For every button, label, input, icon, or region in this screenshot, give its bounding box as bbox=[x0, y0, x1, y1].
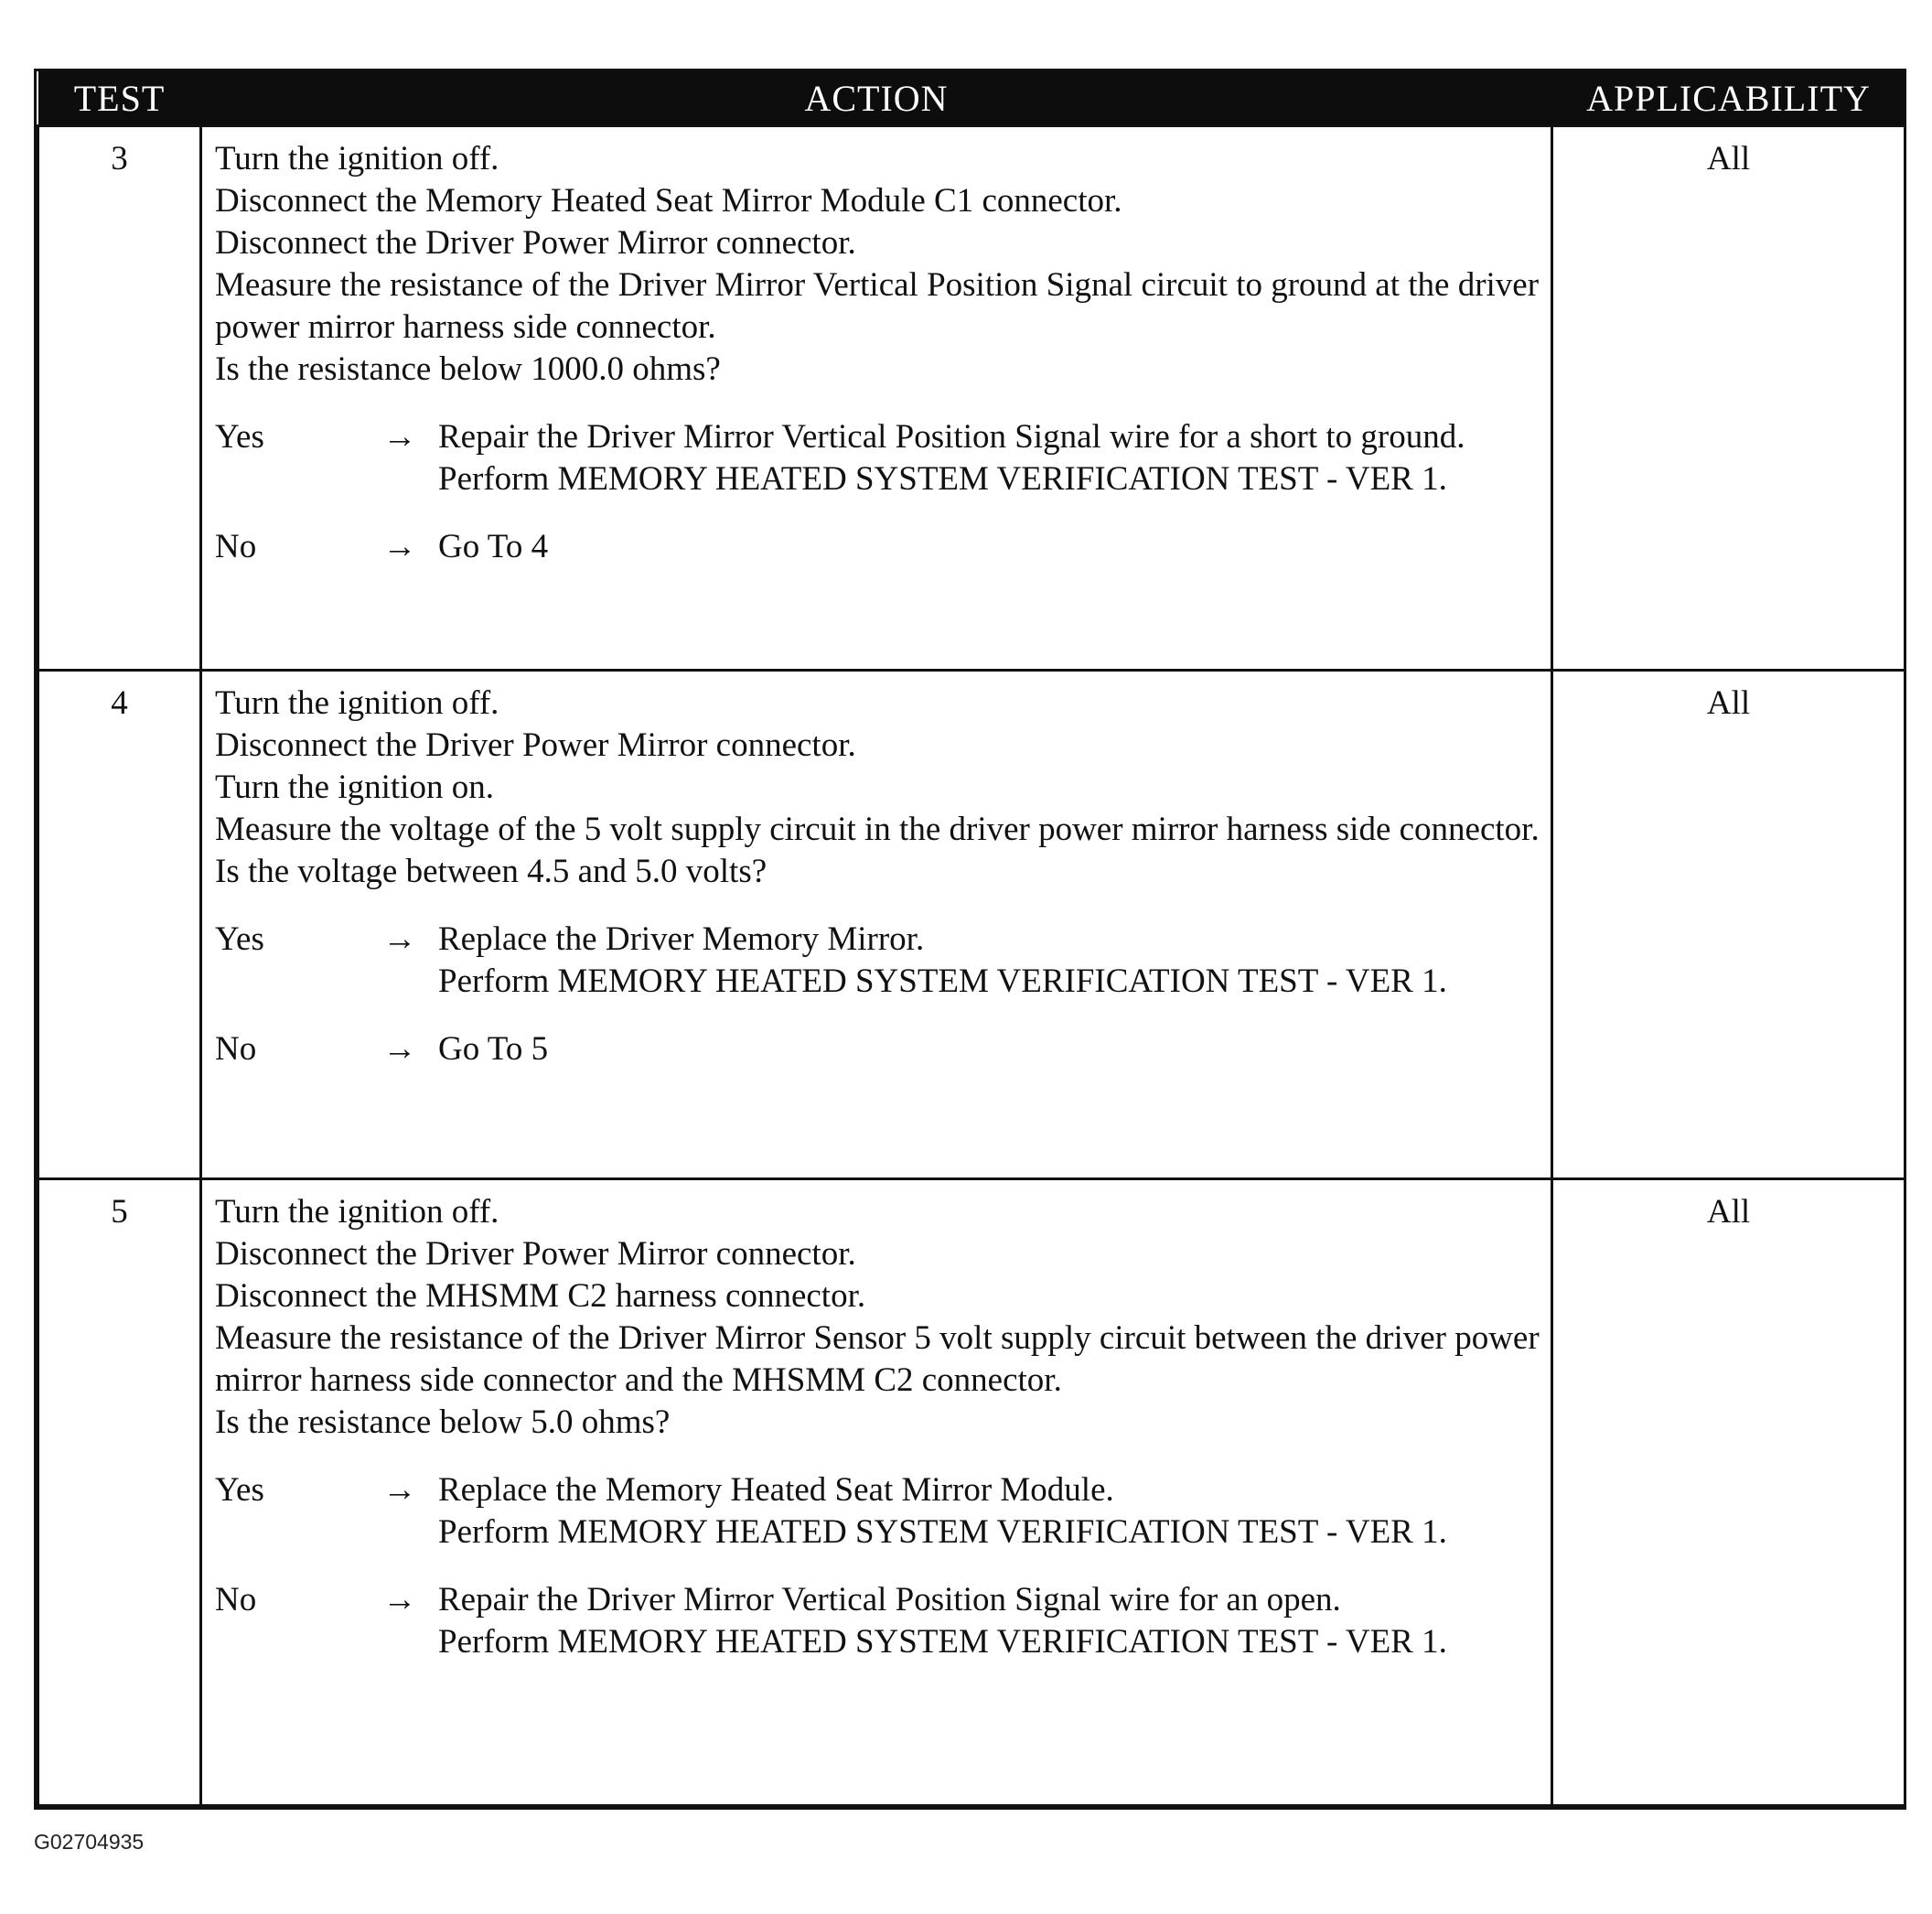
no-branch bbox=[215, 1028, 1541, 1070]
question-text: Is the resistance below 5.0 ohms? bbox=[215, 1403, 671, 1441]
test-number: 3 bbox=[38, 126, 201, 671]
figure-id: G02704935 bbox=[34, 1830, 145, 1854]
result-text: Perform MEMORY HEATED SYSTEM VERIFICATION TEST - VER 1. bbox=[438, 460, 1447, 498]
answer-branches bbox=[215, 416, 1541, 568]
question-text: Is the resistance below 1000.0 ohms? bbox=[215, 350, 721, 388]
question-text: Is the voltage between 4.5 and 5.0 volts? bbox=[215, 853, 767, 890]
answer-branches bbox=[215, 1469, 1541, 1663]
step-text: Measure the resistance of the Driver Mirror Sensor 5 volt supply circuit between the driver power mirror harness side connector and the MHSMM C2 connector. bbox=[215, 1319, 1540, 1399]
step-text: Disconnect the MHSMM C2 harness connector. bbox=[215, 1277, 866, 1315]
result-text: Go To 4 bbox=[438, 528, 549, 565]
header-test: TEST bbox=[38, 71, 201, 126]
no-label: No bbox=[215, 1030, 257, 1068]
yes-label: Yes bbox=[215, 920, 264, 958]
table-header bbox=[38, 71, 1905, 126]
step-text: Disconnect the Driver Power Mirror connector. bbox=[215, 1235, 856, 1273]
step-text: Disconnect the Driver Power Mirror connector. bbox=[215, 224, 856, 262]
step-text: Disconnect the Memory Heated Seat Mirror Module C1 connector. bbox=[215, 182, 1122, 220]
right-arrow-icon: → bbox=[382, 418, 417, 456]
action-cell bbox=[201, 1179, 1552, 1806]
step-text: Turn the ignition off. bbox=[215, 684, 499, 722]
no-label: No bbox=[215, 1581, 257, 1618]
result-text: Repair the Driver Mirror Vertical Position Signal wire for a short to ground. bbox=[438, 418, 1465, 456]
step-text: Measure the resistance of the Driver Mirror Vertical Position Signal circuit to ground at the driver power mirror harness side connector. bbox=[215, 266, 1540, 346]
right-arrow-icon: → bbox=[382, 920, 417, 958]
test-table bbox=[37, 71, 1906, 1807]
step-text: Measure the voltage of the 5 volt supply circuit in the driver power mirror harness side connector. bbox=[215, 811, 1540, 848]
yes-branch bbox=[215, 919, 1541, 1003]
no-branch bbox=[215, 1579, 1541, 1663]
right-arrow-icon: → bbox=[382, 1471, 417, 1509]
table-row bbox=[38, 671, 1905, 1179]
step-text: Turn the ignition off. bbox=[215, 140, 499, 177]
header-action: ACTION bbox=[201, 71, 1552, 126]
table-row bbox=[38, 1179, 1905, 1806]
no-result bbox=[438, 1028, 1541, 1070]
yes-label: Yes bbox=[215, 418, 264, 456]
answer-branches bbox=[215, 919, 1541, 1070]
action-cell bbox=[201, 126, 1552, 671]
action-cell bbox=[201, 671, 1552, 1179]
yes-branch bbox=[215, 1469, 1541, 1554]
yes-branch bbox=[215, 416, 1541, 500]
no-branch bbox=[215, 526, 1541, 568]
table-body bbox=[38, 126, 1905, 1806]
result-text: Go To 5 bbox=[438, 1030, 549, 1068]
result-text: Replace the Memory Heated Seat Mirror Module. bbox=[438, 1471, 1114, 1509]
no-result bbox=[438, 1579, 1541, 1663]
result-text: Repair the Driver Mirror Vertical Position Signal wire for an open. bbox=[438, 1581, 1341, 1618]
header-applicability: APPLICABILITY bbox=[1552, 71, 1905, 126]
applicability-value: All bbox=[1552, 126, 1905, 671]
right-arrow-icon: → bbox=[382, 1581, 417, 1618]
header-row bbox=[38, 71, 1905, 126]
diagnostic-test-table bbox=[34, 69, 1906, 1810]
right-arrow-icon: → bbox=[382, 528, 417, 565]
applicability-value: All bbox=[1552, 1179, 1905, 1806]
test-number: 4 bbox=[38, 671, 201, 1179]
right-arrow-icon: → bbox=[382, 1030, 417, 1068]
step-text: Disconnect the Driver Power Mirror connector. bbox=[215, 726, 856, 764]
table-row bbox=[38, 126, 1905, 671]
no-result bbox=[438, 526, 1541, 568]
result-text: Perform MEMORY HEATED SYSTEM VERIFICATION TEST - VER 1. bbox=[438, 1513, 1447, 1551]
result-text: Perform MEMORY HEATED SYSTEM VERIFICATION TEST - VER 1. bbox=[438, 962, 1447, 1000]
step-text: Turn the ignition off. bbox=[215, 1193, 499, 1231]
step-text: Turn the ignition on. bbox=[215, 769, 494, 806]
yes-result bbox=[438, 416, 1541, 500]
result-text: Replace the Driver Memory Mirror. bbox=[438, 920, 925, 958]
test-number: 5 bbox=[38, 1179, 201, 1806]
yes-label: Yes bbox=[215, 1471, 264, 1509]
yes-result bbox=[438, 1469, 1541, 1554]
result-text: Perform MEMORY HEATED SYSTEM VERIFICATION TEST - VER 1. bbox=[438, 1623, 1447, 1661]
applicability-value: All bbox=[1552, 671, 1905, 1179]
no-label: No bbox=[215, 528, 257, 565]
yes-result bbox=[438, 919, 1541, 1003]
